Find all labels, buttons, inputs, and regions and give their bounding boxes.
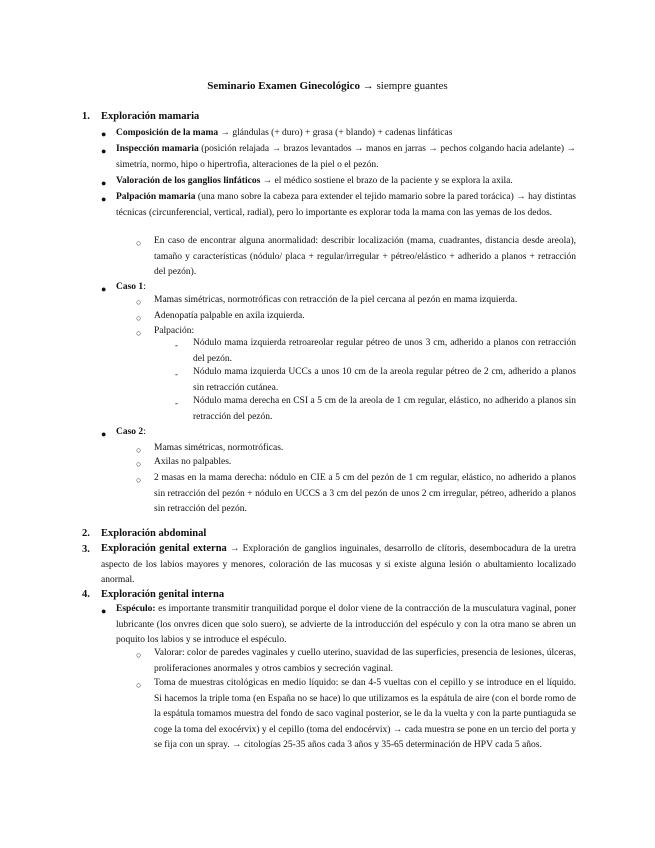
circle-bullet-icon: ○ — [136, 313, 142, 323]
list-item: 2 masas en la mama derecha: nódulo en CIE a 5 cm del pezón de 1 cm regular, elástico, no adherido a planos sin retracción del pezón + nódulo en UCCS a 3 cm del pezón de unos 2 cm irregular, pétreo, adherido a planos sin retracción del pezón. — [154, 473, 576, 514]
list-item: Valorar: color de paredes vaginales y cuello uterino, suavidad de las superficies, presencia de lesiones, úlceras, proliferaciones anormales y otros cambios y secreción vaginal. — [154, 648, 576, 674]
bullet-icon: ● — [101, 284, 107, 294]
item-label: Composición de la mama — [116, 128, 219, 138]
dash-bullet-icon: - — [175, 398, 178, 408]
list-item: Nódulo mama derecha en CSI a 5 cm de la areola de 1 cm regular, elástico, no adherido a planos sin retracción del pezón. — [193, 396, 576, 422]
circle-bullet-icon: ○ — [136, 650, 142, 660]
list-item: En caso de encontrar alguna anormalidad: describir localización (mama, cuadrantes, distancia desde areola), tamaño y características (nódulo/ placa + regular/irregular + pétreo/elástico + adherido a planos + retracción del pezón). — [154, 236, 576, 277]
item-label: Caso 1 — [116, 282, 144, 292]
item-label: Valoración de los ganglios linfáticos — [116, 176, 261, 186]
section-1-number: 1. — [82, 111, 90, 122]
item-text: → el médico sostiene el brazo de la paciente y se explora la axila. — [260, 176, 513, 186]
bullet-icon: ● — [101, 129, 107, 139]
title-bold: Seminario Examen Ginecológico — [207, 80, 361, 92]
list-item: Nódulo mama izquierda retroareolar regular pétreo de unos 3 cm, adherido a planos con retracción del pezón. — [193, 338, 576, 364]
list-item — [116, 190, 576, 221]
section-3-number: 3. — [82, 544, 90, 555]
item-label: Caso 2 — [116, 427, 144, 437]
list-item — [116, 425, 576, 441]
list-item — [116, 126, 576, 142]
item-label: Espéculo: — [116, 604, 156, 614]
item-label: Palpación mamaria — [116, 192, 196, 202]
section-3-paragraph — [101, 541, 576, 589]
title-rest: → siempre guantes — [360, 80, 448, 92]
list-item — [116, 602, 576, 649]
item-text: (una mano sobre la cabeza para extender el tejido mamario sobre la pared torácica) → hay distintas técnicas (circunferencial, vertical, radial), pero lo importante es explorar toda la mama con las yemas de los dedos. — [116, 192, 576, 218]
section-3-text: → Exploración de ganglios inguinales, desarrollo de clítoris, desembocadura de la uretra aspecto de los labios mayores y menores, coloración de las mucosas y si existe alguna lesión o abultamiento localizado anormal. — [101, 544, 576, 585]
list-item: Axilas no palpables. — [154, 457, 232, 467]
list-item: Mamas simétricas, normotróficas. — [154, 443, 284, 453]
circle-bullet-icon: ○ — [136, 445, 142, 455]
bullet-icon: ● — [101, 429, 107, 439]
item-label: Inspección mamaria — [116, 144, 199, 154]
circle-bullet-icon: ○ — [136, 328, 142, 338]
item-text: (posición relajada → brazos levantados → manos en jarras → pechos colgando hacia adelante) → simetría, normo, hipo o hipertrofia, alteraciones de la piel o el pezón. — [116, 144, 576, 170]
list-item: Toma de muestras citológicas en medio líquido: se dan 4-5 vueltas con el cepillo y se introduce en el líquido. Si hacemos la triple toma (en España no se hace) lo que utilizamos es la espátula de aire (con el borde romo de la espátula tomamos muestra del fondo de saco vaginal posterior, se le da la vuelta y con la parte puntiaguda se coge la toma del exocérvix) y el cepillo (toma del endocérvix) → cada muestra se pone en un tercio del porta y se fija con un spray. → citologías 25-35 años cada 3 años y 35-65 determinación de HPV cada 5 años. — [154, 678, 576, 750]
list-item — [116, 142, 576, 173]
list-item: Palpación: — [154, 326, 195, 336]
bullet-icon: ● — [101, 146, 107, 156]
dash-bullet-icon: - — [175, 340, 178, 350]
dash-bullet-icon: - — [175, 369, 178, 379]
section-4-number: 4. — [82, 589, 90, 600]
section-3-heading: Exploración genital externa — [101, 543, 227, 554]
item-text: : — [143, 282, 146, 292]
item-text: es importante transmitir tranquilidad porque el dolor viene de la contracción de la musculatura vaginal, poner lubricante (los onvres dicen que solo suero), se advierte de la introducción del espéculo y con la otra mano se abren un poquito los labios y se introduce el espéculo. — [116, 604, 576, 645]
bullet-icon: ● — [101, 606, 107, 616]
item-text: : — [143, 427, 146, 437]
item-text: → glándulas (+ duro) + grasa (+ blando) + cadenas linfáticas — [218, 128, 453, 138]
list-item: Mamas simétricas, normotróficas con retracción de la piel cercana al pezón en mama izquierda. — [154, 295, 518, 305]
circle-bullet-icon: ○ — [136, 238, 142, 248]
bullet-icon: ● — [101, 194, 107, 204]
section-2-heading: Exploración abdominal — [101, 528, 207, 539]
bullet-icon: ● — [101, 178, 107, 188]
section-1-heading: Exploración mamaria — [101, 111, 200, 122]
list-item: Nódulo mama izquierda UCCs a unos 10 cm de la areola regular pétreo de 2 cm, adherido a planos sin retracción cutánea. — [193, 367, 576, 393]
section-2-number: 2. — [82, 528, 90, 539]
page-title — [0, 80, 655, 92]
list-item: Adenopatía palpable en axila izquierda. — [154, 311, 305, 321]
circle-bullet-icon: ○ — [136, 475, 142, 485]
circle-bullet-icon: ○ — [136, 297, 142, 307]
list-item — [116, 174, 576, 190]
circle-bullet-icon: ○ — [136, 459, 142, 469]
circle-bullet-icon: ○ — [136, 680, 142, 690]
section-4-heading: Exploración genital interna — [101, 589, 225, 600]
